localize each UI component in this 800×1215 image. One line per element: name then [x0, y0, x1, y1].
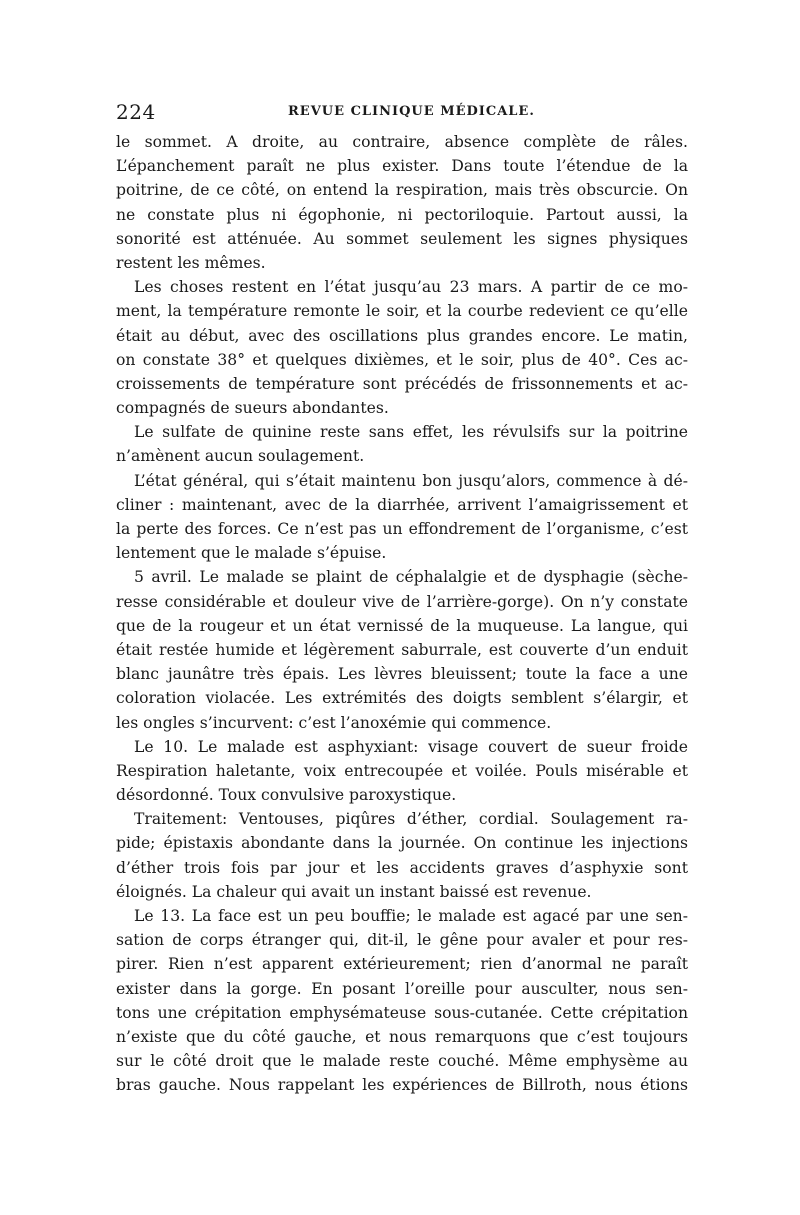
paragraph-first-line: Le 10. Le malade est asphyxiant: visage couvert de sueur froide — [134, 737, 688, 756]
text-line: pide; épistaxis abondante dans la journée. On continue les injections — [116, 834, 688, 853]
paragraph-first-line: L’état général, qui s’était maintenu bon jusqu’alors, commence à dé- — [134, 471, 688, 490]
text-line: les ongles s’incurvent: c’est l’anoxémie qui commence. — [116, 713, 552, 732]
text-line: désordonné. Toux convulsive paroxystique. — [116, 786, 457, 805]
text-line: sur le côté droit que le malade reste couché. Même emphysème au — [116, 1052, 688, 1071]
paragraph-first-line: Le sulfate de quinine reste sans effet, les révulsifs sur la poitrine — [134, 423, 688, 442]
text-line: éloignés. La chaleur qui avait un instant baissé est revenue. — [116, 882, 592, 901]
body-text — [116, 130, 688, 1098]
text-line: tons une crépitation emphysémateuse sous-cutanée. Cette crépitation — [116, 1003, 688, 1022]
text-line: blanc jaunâtre très épais. Les lèvres bleuissent; toute la face a une — [116, 665, 688, 684]
text-line: n’existe que du côté gauche, et nous remarquons que c’est toujours — [116, 1027, 688, 1046]
text-line: croissements de température sont précédés de frissonnements et ac- — [116, 374, 688, 393]
text-line: était au début, avec des oscillations plus grandes encore. Le matin, — [116, 326, 688, 345]
paragraph-first-line: Traitement: Ventouses, piqûres d’éther, cordial. Soulagement ra- — [134, 810, 688, 829]
text-line: resse considérable et douleur vive de l’arrière-gorge). On n’y constate — [116, 592, 688, 611]
text-line: n’amènent aucun soulagement. — [116, 447, 365, 466]
text-line: le sommet. A droite, au contraire, absence complète de râles. — [116, 133, 688, 151]
text-line: L’épanchement paraît ne plus exister. Dans toute l’étendue de la — [116, 157, 688, 176]
text-line: bras gauche. Nous rappelant les expériences de Billroth, nous étions — [116, 1076, 688, 1095]
text-line: sonorité est atténuée. Au sommet seulement les signes physiques — [116, 229, 688, 248]
text-line: que de la rougeur et un état vernissé de la muqueuse. La langue, qui — [116, 616, 688, 635]
page-number: 224 — [116, 100, 156, 124]
text-line: cliner : maintenant, avec de la diarrhée, arrivent l’amaigrissement et — [116, 495, 688, 514]
text-line: exister dans la gorge. En posant l’oreille pour ausculter, nous sen- — [116, 979, 688, 998]
text-line: était restée humide et légèrement saburrale, est couverte d’un enduit — [116, 640, 688, 659]
text-line: Respiration haletante, voix entrecoupée et voilée. Pouls misérable et — [116, 761, 688, 780]
text-line: coloration violacée. Les extrémités des doigts semblent s’élargir, et — [116, 689, 688, 708]
text-line: d’éther trois fois par jour et les accidents graves d’asphyxie sont — [116, 858, 688, 877]
text-line: ment, la température remonte le soir, et la courbe redevient ce qu’elle — [116, 302, 688, 321]
running-head — [116, 100, 688, 124]
text-line: la perte des forces. Ce n’est pas un effondrement de l’organisme, c’est — [116, 520, 688, 538]
text-line: pirer. Rien n’est apparent extérieurement; rien d’anormal ne paraît — [116, 955, 688, 974]
paragraph-first-line: Les choses restent en l’état jusqu’au 23 mars. A partir de ce mo- — [134, 278, 688, 297]
paragraph-first-line: 5 avril. Le malade se plaint de céphalalgie et de dysphagie (sèche- — [134, 568, 688, 587]
text-line: lentement que le malade s’épuise. — [116, 544, 387, 563]
text-line: restent les mêmes. — [116, 253, 266, 272]
text-line: on constate 38° et quelques dixièmes, et le soir, plus de 40°. Ces ac- — [116, 350, 688, 369]
journal-title: REVUE CLINIQUE MÉDICALE. — [288, 104, 535, 119]
text-line: sation de corps étranger qui, dit-il, le gêne pour avaler et pour res- — [116, 931, 688, 950]
text-line: compagnés de sueurs abondantes. — [116, 399, 389, 418]
text-line: ne constate plus ni égophonie, ni pectoriloquie. Partout aussi, la — [116, 205, 688, 224]
paragraph-first-line: Le 13. La face est un peu bouffie; le malade est agacé par une sen- — [134, 907, 688, 925]
text-line: poitrine, de ce côté, on entend la respiration, mais très obscurcie. On — [116, 181, 688, 200]
